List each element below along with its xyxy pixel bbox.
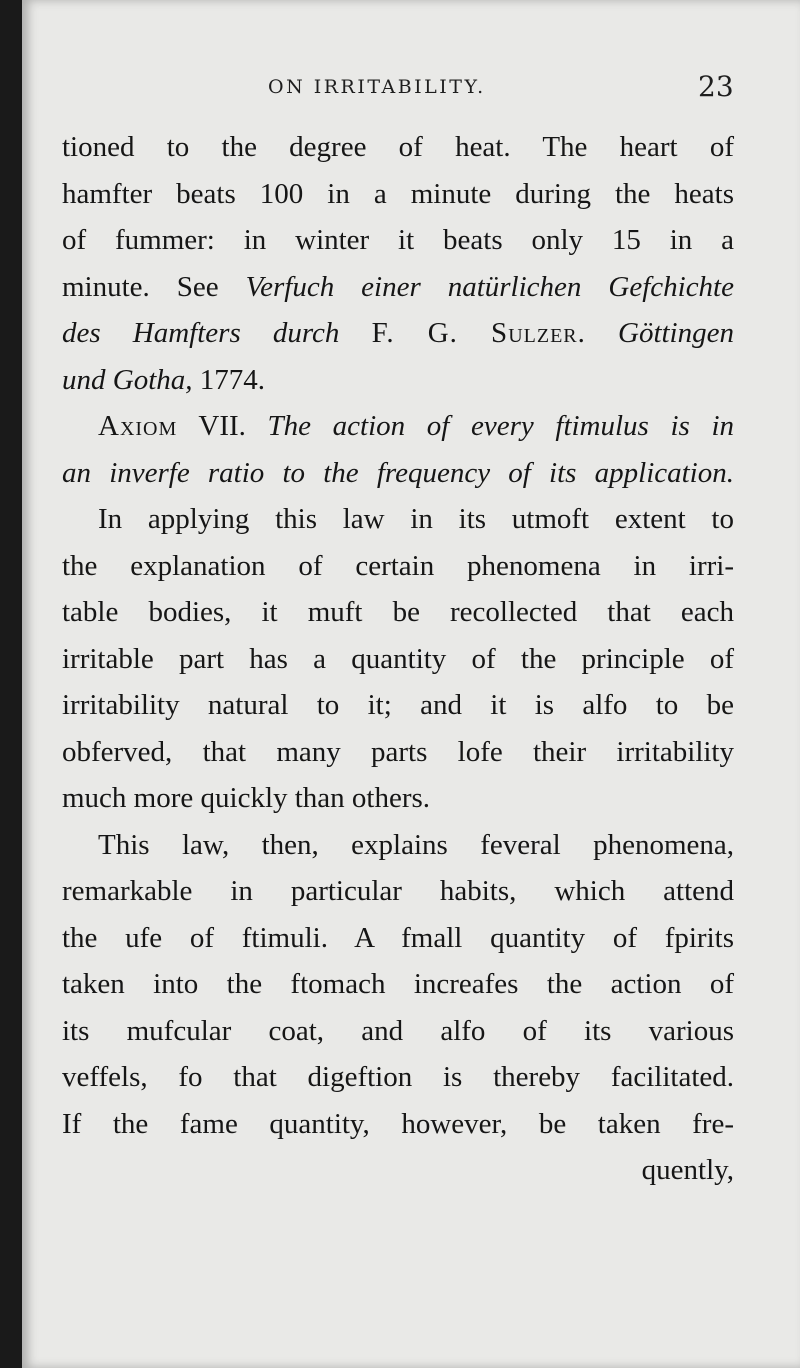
text-line [62,264,734,311]
paragraph [62,496,734,822]
text-line: of fummer: in winter it beats only 15 in a [62,224,734,256]
page-body [62,124,734,1194]
text-line [62,357,734,404]
citation-place: Göttingen [618,317,734,349]
text-line: irritability natural to it; and it is alfo to be [62,689,734,721]
text-line: In applying this law in its utmoft extent to [98,503,734,535]
running-title: ON IRRITABILITY. [268,76,486,98]
text-line: tioned to the degree of heat. The heart of [62,131,734,163]
page-header [22,70,800,110]
text-line: This law, then, explains feveral phenomena, [98,828,734,861]
citation-place: und Gotha, [62,363,193,396]
text-line: much more quickly than others. [62,782,431,814]
axiom-number: VII. [198,410,246,442]
text-line: veffels, fo that digeftion is thereby facilitated. [62,1061,734,1093]
text-line [62,403,734,450]
text-line: obferved, that many parts lofe their irritability [62,735,734,768]
axiom-label: Axiom [98,410,178,442]
text-line: its mufcular coat, and alfo of its various [62,1014,734,1047]
text-line: table bodies, it muft be recollected that each [62,596,734,628]
text-line: the explanation of certain phenomena in irri- [62,549,734,582]
citation-year: 1774. [199,363,265,396]
continued-paragraph [62,124,734,403]
text-line [62,310,734,357]
text-fragment: minute. See [62,270,219,303]
text-line: hamfter beats 100 in a minute during the heats [62,177,734,210]
axiom-text: an inverfe ratio to the frequency of its application. [62,456,734,489]
text-line: the ufe of ftimuli. A fmall quantity of fpirits [62,921,734,954]
axiom-text: The action of every ftimulus is in [267,410,735,442]
text-line: taken into the ftomach increafes the action of [62,968,734,1000]
paragraph [62,822,734,1194]
catchword: quently, [641,1154,734,1186]
citation-title: Verfuch einer natürlichen Gefchichte [245,270,734,303]
page-number: 23 [698,70,734,103]
text-line [62,450,734,497]
text-line: irritable part has a quantity of the principle of [62,642,734,675]
citation-author: F. G. Sulzer. [371,317,586,349]
text-line: If the fame quantity, however, be taken fre- [62,1107,734,1140]
book-page [22,0,800,1368]
citation-title: des Hamfters durch [62,317,340,349]
text-line: remarkable in particular habits, which attend [62,875,734,907]
axiom-heading [62,403,734,496]
